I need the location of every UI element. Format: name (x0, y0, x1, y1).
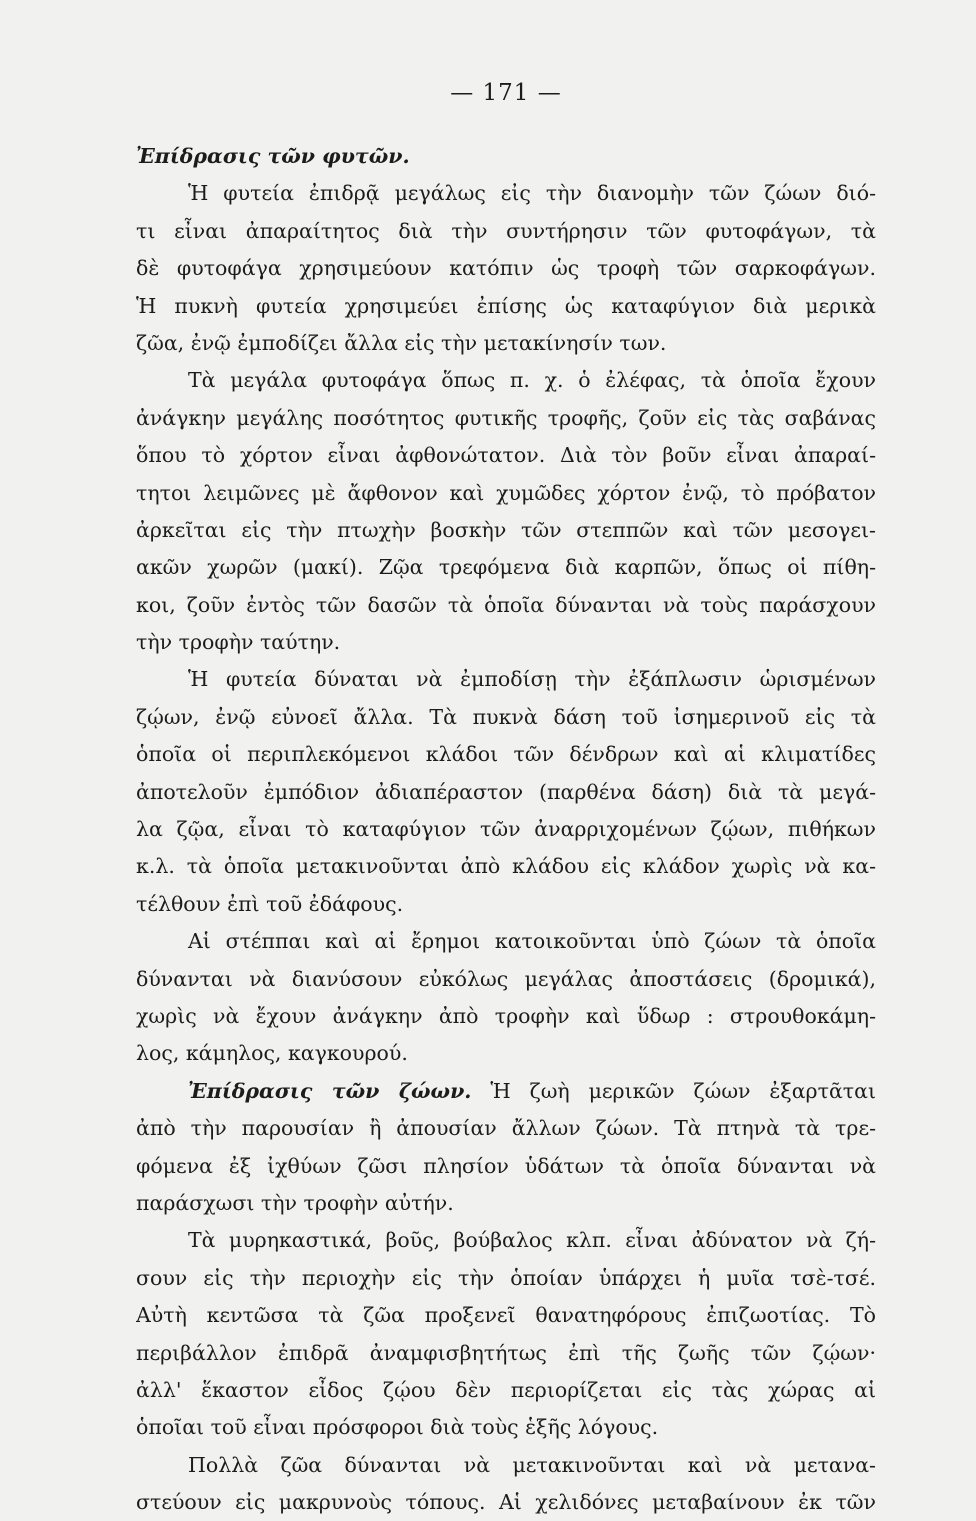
text-line: τὴν τροφὴν ταύτην. (136, 630, 341, 655)
text-line: ἀποτελοῦν ἐμπόδιον ἀδιαπέραστον (παρθένα δάση) διὰ τὰ μεγά- (136, 779, 876, 804)
text-line: ὁποῖα οἱ περιπλεκόμενοι κλάδοι τῶν δένδρων καὶ αἱ κλιματίδες (136, 742, 876, 767)
text-line: Πολλὰ ζῶα δύνανται νὰ μετακινοῦνται καὶ νὰ μετανα- (188, 1452, 876, 1477)
text-line: λα ζῷα, εἶναι τὸ καταφύγιον τῶν ἀναρριχομένων ζῴων, πιθήκων (136, 817, 876, 842)
text-line: ἀνάγκην μεγάλης ποσότητος φυτικῆς τροφῆς, ζοῦν εἰς τὰς σαβάνας (136, 405, 876, 430)
text-line: Ἡ φυτεία ἐπιδρᾷ μεγάλως εἰς τὴν διανομὴν τῶν ζώων διό- (188, 181, 876, 206)
text-line: Ἡ φυτεία δύναται νὰ ἐμποδίσῃ τὴν ἐξάπλωσιν ὡρισμένων (188, 667, 876, 692)
text-line: Ἡ πυκνὴ φυτεία χρησιμεύει ἐπίσης ὡς καταφύγιον διὰ μερικὰ (136, 293, 876, 318)
section-heading-line (136, 1073, 876, 1110)
text-line: ακῶν χωρῶν (μακί). Ζῷα τρεφόμενα διὰ καρπῶν, ὅπως οἱ πίθη- (136, 555, 876, 580)
text-line: παράσχωσι τὴν τροφὴν αὐτήν. (136, 1190, 454, 1215)
text-line: χωρὶς νὰ ἔχουν ἀνάγκην ἀπὸ τροφὴν καὶ ὕδωρ : στρουθοκάμη- (136, 1003, 876, 1028)
text-line: Τὰ μυρηκαστικά, βοῦς, βούβαλος κλπ. εἶναι ἀδύνατον νὰ ζή- (188, 1228, 876, 1253)
text-line: ὁποῖαι τοῦ εἶναι πρόσφοροι διὰ τοὺς ἑξῆς λόγους. (136, 1415, 659, 1440)
text-line: τι εἶναι ἀπαραίτητος διὰ τὴν συντήρησιν τῶν φυτοφάγων, τὰ (136, 218, 876, 243)
text-line: ζῶα, ἐνῷ ἐμποδίζει ἄλλα εἰς τὴν μετακίνησίν των. (136, 330, 667, 355)
text-line: περιβάλλον ἐπιδρᾶ ἀναμφισβητήτως ἐπὶ τῆς ζωῆς τῶν ζῴων· (136, 1340, 876, 1365)
text-line: τητοι λειμῶνες μὲ ἄφθονον καὶ χυμῶδες χόρτον ἐνῷ, τὸ πρόβατον (136, 480, 876, 505)
text-line: Αὐτὴ κεντῶσα τὰ ζῶα προξενεῖ θανατηφόρους ἐπιζωοτίας. Τὸ (136, 1303, 876, 1328)
text-line: ἀπὸ τὴν παρουσίαν ἢ ἀπουσίαν ἄλλων ζώων. Τὰ πτηνὰ τὰ τρε- (136, 1116, 876, 1141)
text-line: στεύουν εἰς μακρυνοὺς τόπους. Αἱ χελιδόνες μεταβαίνουν ἐκ τῶν (136, 1490, 876, 1515)
text-line: φόμενα ἐξ ἰχθύων ζῶσι πλησίον ὑδάτων τὰ ὁποῖα δύνανται νὰ (136, 1153, 876, 1178)
section-heading-inline: Ἐπίδρασις τῶν ζώων. (188, 1078, 472, 1103)
text-line: ἀρκεῖται εἰς τὴν πτωχὴν βοσκὴν τῶν στεππῶν καὶ τῶν μεσογει- (136, 517, 876, 542)
heading-line-rest: Ἡ ζωὴ μερικῶν ζώων ἐξαρτᾶται (471, 1078, 876, 1103)
text-line: κοι, ζοῦν ἐντὸς τῶν δασῶν τὰ ὁποῖα δύνανται νὰ τοὺς παράσχουν (136, 592, 876, 617)
text-line: δὲ φυτοφάγα χρησιμεύουν κατόπιν ὡς τροφὴ τῶν σαρκοφάγων. (136, 256, 876, 281)
page-number: — 171 — (450, 80, 562, 106)
section-heading: Ἐπίδρασις τῶν φυτῶν. (136, 144, 410, 168)
text-line: ζῴων, ἐνῷ εὐνοεῖ ἄλλα. Τὰ πυκνὰ δάση τοῦ ἰσημερινοῦ εἰς τὰ (136, 704, 876, 729)
text-line: Τὰ μεγάλα φυτοφάγα ὅπως π. χ. ὁ ἐλέφας, τὰ ὁποῖα ἔχουν (188, 368, 876, 393)
text-line: τέλθουν ἐπὶ τοῦ ἐδάφους. (136, 891, 404, 916)
text-line: ἀλλ' ἕκαστον εἶδος ζῴου δὲν περιορίζεται εἰς τὰς χώρας αἱ (136, 1377, 876, 1402)
text-line: κ.λ. τὰ ὁποῖα μετακινοῦνται ἀπὸ κλάδου εἰς κλάδον χωρὶς νὰ κα- (136, 854, 876, 879)
text-line: λος, κάμηλος, καγκουρού. (136, 1041, 408, 1066)
text-line: σουν εἰς τὴν περιοχὴν εἰς τὴν ὁποίαν ὑπάρχει ἡ μυῖα τσὲ-τσέ. (136, 1265, 876, 1290)
text-line: Αἱ στέππαι καὶ αἱ ἔρημοι κατοικοῦνται ὑπὸ ζώων τὰ ὁποῖα (188, 929, 876, 954)
page-body (136, 78, 876, 1521)
text-line: δύνανται νὰ διανύσουν εὐκόλως μεγάλας ἀποστάσεις (δρομικά), (136, 966, 876, 991)
text-line: ὅπου τὸ χόρτον εἶναι ἀφθονώτατον. Διὰ τὸν βοῦν εἶναι ἀπαραί- (136, 443, 876, 468)
